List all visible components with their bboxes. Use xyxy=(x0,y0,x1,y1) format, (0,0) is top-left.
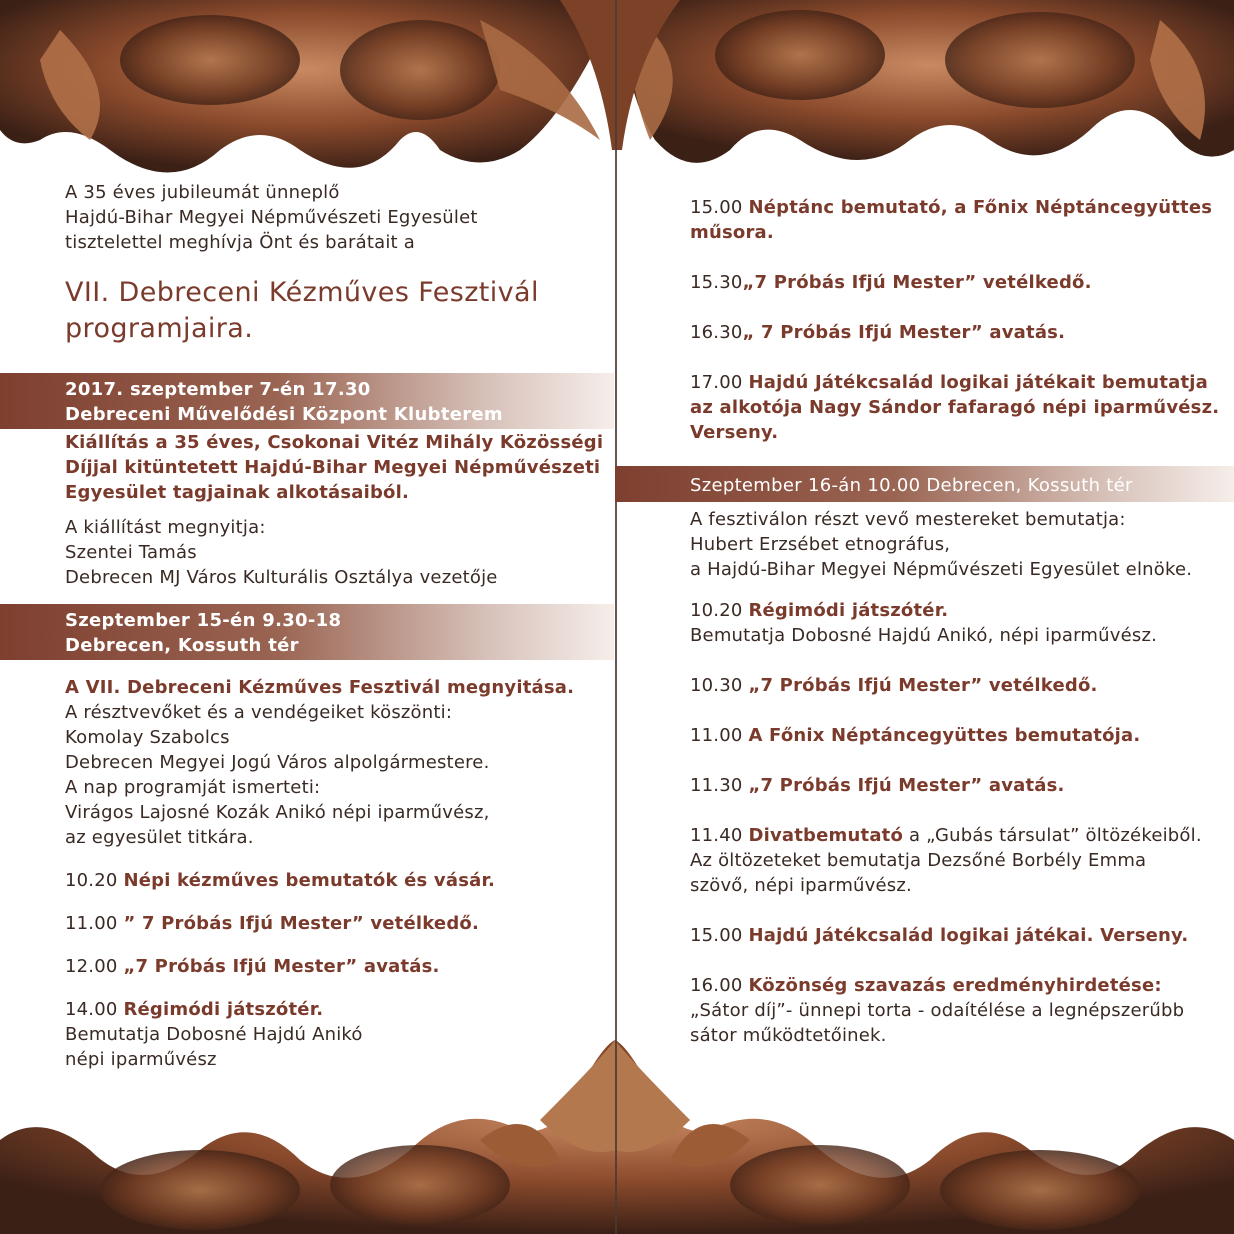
program-item xyxy=(690,270,1220,295)
program-item xyxy=(65,954,610,979)
program-item xyxy=(690,598,1220,623)
program-item xyxy=(690,370,1220,395)
item-time: 15.00 xyxy=(690,925,749,946)
top-ornament xyxy=(0,0,1234,210)
item-text: „7 Próbás Ifjú Mester” avatás. xyxy=(748,775,1065,796)
item-text-rest: a „Gubás társulat” öltözékeiből. xyxy=(903,825,1202,846)
item-text: Néptánc bemutató, a Főnix Néptáncegyüttes xyxy=(748,197,1213,218)
program-item xyxy=(65,997,610,1022)
item-text: „7 Próbás Ifjú Mester” vetélkedő. xyxy=(748,675,1098,696)
item-time: 10.30 xyxy=(690,675,749,696)
program-line: A fesztiválon részt vevő mestereket bemutatja: xyxy=(690,509,1126,530)
program-line: népi iparművész xyxy=(65,1049,217,1070)
program-line: szövő, népi iparművész. xyxy=(690,875,912,896)
right-column xyxy=(690,195,1220,1048)
item-time: 17.00 xyxy=(690,372,749,393)
program-item xyxy=(690,195,1220,220)
program-line: „Sátor díj”- ünnepi torta - odaítélése a legnépszerűbb xyxy=(690,1000,1185,1021)
item-time: 12.00 xyxy=(65,956,124,977)
fold-line xyxy=(615,0,617,1234)
item-text-cont: műsora. xyxy=(690,222,774,243)
item-text-cont: az alkotója Nagy Sándor fafaragó népi iparművész. xyxy=(690,397,1220,418)
item-time: 11.40 xyxy=(690,825,749,846)
program-line: Hubert Erzsébet etnográfus, xyxy=(690,534,951,555)
exhibition-desc: Díjjal kitüntetett Hajdú-Bihar Megyei Népművészeti xyxy=(65,457,601,478)
program-line: a Hajdú-Bihar Megyei Népművészeti Egyesület elnöke. xyxy=(690,559,1193,580)
item-time: 11.00 xyxy=(65,913,124,934)
item-text: Régimódi játszótér. xyxy=(123,999,324,1020)
item-text-cont: Verseny. xyxy=(690,422,779,443)
festival-title-cont: programjaira. xyxy=(65,313,254,344)
intro-line: Hajdú-Bihar Megyei Népművészeti Egyesület xyxy=(65,207,478,228)
program-line: Bemutatja Dobosné Hajdú Anikó xyxy=(65,1024,363,1045)
item-time: 16.30 xyxy=(690,322,743,343)
program-line: Bemutatja Dobosné Hajdú Anikó, népi iparművész. xyxy=(690,625,1158,646)
program-line: Virágos Lajosné Kozák Anikó népi iparművész, xyxy=(65,802,490,823)
item-text: Divatbemutató xyxy=(748,825,904,846)
item-time: 16.00 xyxy=(690,975,749,996)
program-line: sátor működtetőinek. xyxy=(690,1025,887,1046)
band-date: 2017. szeptember 7-én 17.30 xyxy=(65,379,371,400)
program-item xyxy=(65,911,610,936)
opening-line: A kiállítást megnyitja: xyxy=(65,517,266,538)
item-time: 11.30 xyxy=(690,775,749,796)
intro-line: A 35 éves jubileumát ünneplő xyxy=(65,182,340,203)
item-text: Hajdú Játékcsalád logikai játékait bemutatja xyxy=(748,372,1208,393)
festival-title: VII. Debreceni Kézműves Fesztivál xyxy=(65,277,539,308)
program-line: A résztvevőket és a vendégeiket köszönti: xyxy=(65,702,453,723)
band-date: Szeptember 15-én 9.30-18 xyxy=(65,610,342,631)
band-venue: Debrecen, Kossuth tér xyxy=(65,635,299,656)
opening-title: A VII. Debreceni Kézműves Fesztivál megnyitása. xyxy=(65,677,575,698)
band-venue: Debreceni Művelődési Központ Klubterem xyxy=(65,404,503,425)
program-line: Komolay Szabolcs xyxy=(65,727,230,748)
item-text: Régimódi játszótér. xyxy=(748,600,949,621)
program-line: Debrecen Megyei Jogú Város alpolgármestere. xyxy=(65,752,490,773)
program-item xyxy=(690,673,1220,698)
item-text: Közönség szavazás eredményhirdetése: xyxy=(748,975,1162,996)
opening-role: Debrecen MJ Város Kulturális Osztálya vezetője xyxy=(65,567,498,588)
program-item xyxy=(690,973,1220,998)
opening-speaker: Szentei Tamás xyxy=(65,542,197,563)
item-time: 11.00 xyxy=(690,725,749,746)
exhibition-desc: Egyesület tagjainak alkotásaiból. xyxy=(65,482,410,503)
program-item xyxy=(65,868,610,893)
exhibition-desc: Kiállítás a 35 éves, Csokonai Vitéz Mihály Közösségi xyxy=(65,432,604,453)
item-time: 15.30 xyxy=(690,272,743,293)
program-item xyxy=(690,923,1220,948)
item-time: 15.00 xyxy=(690,197,749,218)
intro-line: tisztelettel meghívja Önt és barátait a xyxy=(65,232,415,253)
item-text: A Főnix Néptáncegyüttes bemutatója. xyxy=(748,725,1141,746)
item-text: Népi kézműves bemutatók és vásár. xyxy=(123,870,496,891)
item-text: Hajdú Játékcsalád logikai játékai. Verseny. xyxy=(748,925,1189,946)
item-time: 14.00 xyxy=(65,999,124,1020)
program-item xyxy=(690,320,1220,345)
item-time: 10.20 xyxy=(690,600,749,621)
left-column xyxy=(65,180,610,1072)
program-line: A nap programját ismerteti: xyxy=(65,777,321,798)
item-time: 10.20 xyxy=(65,870,124,891)
program-line: Az öltözeteket bemutatja Dezsőné Borbély Emma xyxy=(690,850,1147,871)
item-text: „7 Próbás Ifjú Mester” vetélkedő. xyxy=(742,272,1092,293)
band-date-venue: Szeptember 16-án 10.00 Debrecen, Kossuth tér xyxy=(690,475,1133,496)
item-text: ” 7 Próbás Ifjú Mester” vetélkedő. xyxy=(123,913,480,934)
program-item xyxy=(690,773,1220,798)
program-item xyxy=(690,823,1220,848)
program-line: az egyesület titkára. xyxy=(65,827,254,848)
program-item xyxy=(690,723,1220,748)
item-text: „7 Próbás Ifjú Mester” avatás. xyxy=(123,956,440,977)
item-text: „ 7 Próbás Ifjú Mester” avatás. xyxy=(742,322,1066,343)
